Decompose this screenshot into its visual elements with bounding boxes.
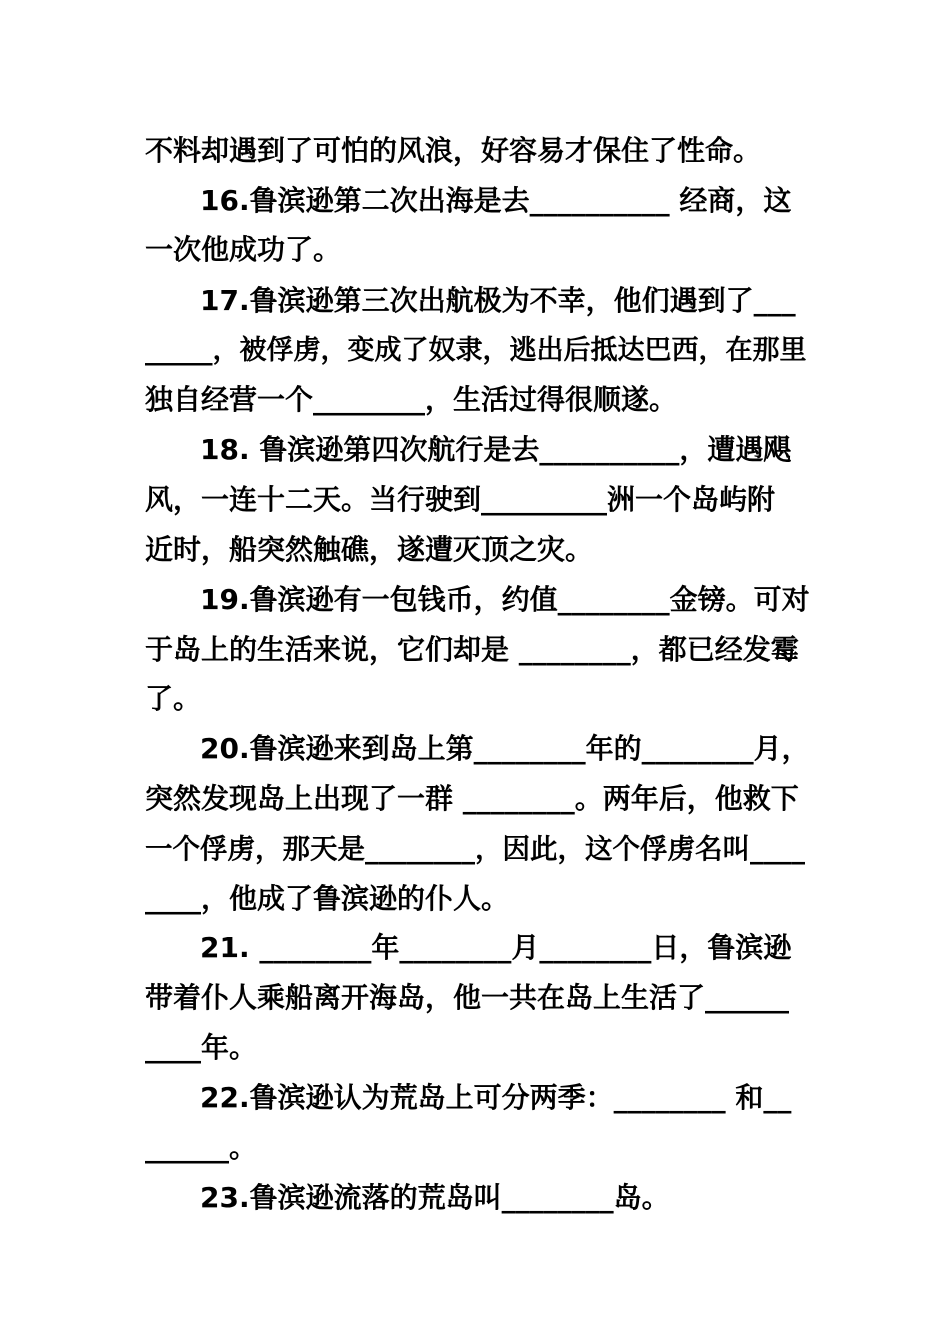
text-line: 风，一连十二天。当行驶到_________洲一个岛屿附 bbox=[145, 483, 776, 516]
text-line: 近时，船突然触礁，遂遭灭顶之灾。 bbox=[145, 533, 594, 566]
text-line: 一个俘虏，那天是________，因此，这个俘虏名叫____ bbox=[145, 833, 805, 865]
question-21: 21. ________年________月________日，鲁滨逊 bbox=[200, 931, 792, 964]
question-22: 22.鲁滨逊认为荒岛上可分两季：________ 和__ bbox=[200, 1081, 792, 1114]
text-line: ____年。 bbox=[145, 1031, 258, 1064]
text-line: 带着仆人乘船离开海岛，他一共在岛上生活了______ bbox=[145, 981, 790, 1014]
text-line: ____，他成了鲁滨逊的仆人。 bbox=[145, 882, 510, 915]
question-16: 16.鲁滨逊第二次出海是去__________ 经商，这 bbox=[200, 184, 792, 217]
question-20: 20.鲁滨逊来到岛上第________年的________月， bbox=[200, 732, 810, 765]
text-line: 突然发现岛上出现了一群 ________。两年后，他救下 bbox=[145, 782, 799, 815]
question-23: 23.鲁滨逊流落的荒岛叫________岛。 bbox=[200, 1181, 670, 1214]
question-18: 18. 鲁滨逊第四次航行是去__________，遭遇飓 bbox=[200, 433, 792, 466]
text-line: 了。 bbox=[145, 682, 202, 715]
question-19: 19.鲁滨逊有一包钱币，约值________金镑。可对 bbox=[200, 583, 810, 616]
question-17: 17.鲁滨逊第三次出航极为不幸，他们遇到了___ bbox=[200, 284, 796, 317]
text-line: 独自经营一个________，生活过得很顺遂。 bbox=[145, 383, 678, 416]
text-line: ______。 bbox=[145, 1131, 258, 1164]
text-line: 于岛上的生活来说，它们却是 ________，都已经发霉 bbox=[145, 633, 799, 666]
text-line: 不料却遇到了可怕的风浪，好容易才保住了性命。 bbox=[145, 134, 762, 167]
text-line: _____，被俘虏，变成了奴隶，逃出后抵达巴西，在那里 bbox=[145, 335, 807, 366]
text-line: 一次他成功了。 bbox=[145, 233, 342, 266]
